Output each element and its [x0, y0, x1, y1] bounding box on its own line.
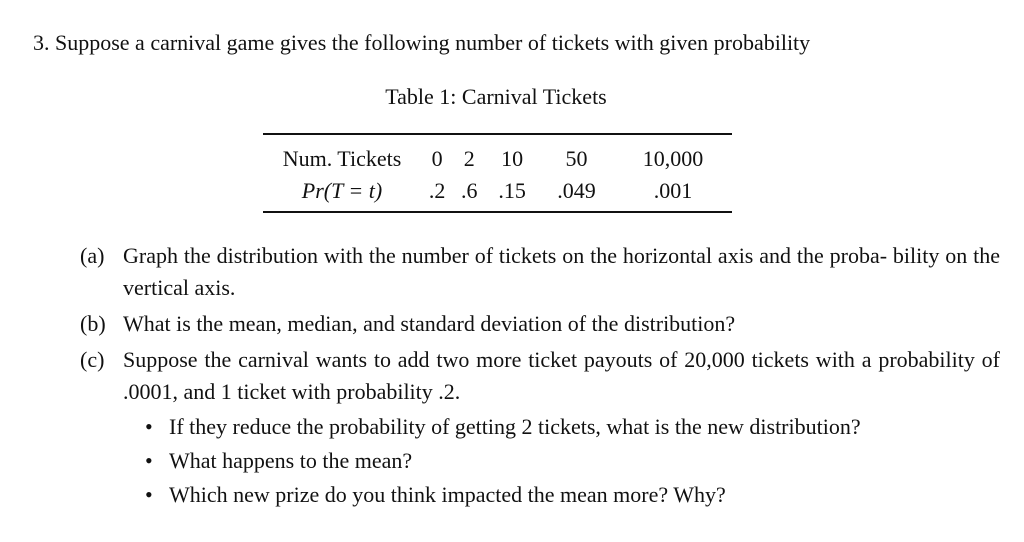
table-cell: .049 — [557, 178, 596, 203]
table-row-probability — [263, 175, 732, 207]
table-cell: 10 — [501, 146, 524, 171]
row-header-num-tickets: Num. Tickets — [282, 146, 402, 171]
part-c — [80, 344, 1000, 512]
part-c-text: Suppose the carnival wants to add two more ticket payouts of 20,000 tickets with a probability of .0001, and 1 ticket with probability .2. — [123, 347, 1000, 404]
part-b-marker: (b) — [80, 311, 106, 336]
bullet-icon: • — [145, 482, 153, 507]
bullet-icon: • — [145, 448, 153, 473]
part-a-text: Graph the distribution with the number of tickets on the horizontal axis and the proba- bility on the vertical axis. — [123, 243, 1000, 300]
table-cell: .2 — [428, 178, 446, 203]
sub-questions — [80, 240, 1000, 516]
part-c-marker: (c) — [80, 347, 105, 372]
row-header-probability: Pr(T = t) — [301, 178, 383, 203]
table-caption: Table 1: Carnival Tickets — [385, 84, 607, 109]
problem-statement: 3. Suppose a carnival game gives the following number of tickets with given probability — [33, 30, 811, 55]
part-b-text: What is the mean, median, and standard deviation of the distribution? — [123, 311, 736, 336]
part-a — [80, 240, 1000, 304]
tickets-table — [263, 133, 732, 213]
part-b — [80, 308, 1000, 340]
list-item — [123, 478, 1000, 512]
table-cell: .6 — [461, 178, 478, 203]
table-row-tickets — [263, 143, 732, 175]
part-a-marker: (a) — [80, 243, 105, 268]
bullet-icon: • — [145, 414, 153, 439]
table-cell: 2 — [463, 146, 475, 171]
bullet-text: If they reduce the probability of getting 2 tickets, what is the new distribution? — [169, 414, 861, 439]
bullet-text: Which new prize do you think impacted the mean more? Why? — [169, 482, 726, 507]
table-cell: .001 — [653, 178, 693, 203]
list-item — [123, 444, 1000, 478]
table-cell: 10,000 — [642, 146, 704, 171]
table-cell: 0 — [431, 146, 443, 171]
list-item — [123, 410, 1000, 444]
part-c-bullets — [123, 410, 1000, 512]
bullet-text: What happens to the mean? — [169, 448, 413, 473]
table-cell: .15 — [498, 178, 526, 203]
table-cell: 50 — [565, 146, 588, 171]
